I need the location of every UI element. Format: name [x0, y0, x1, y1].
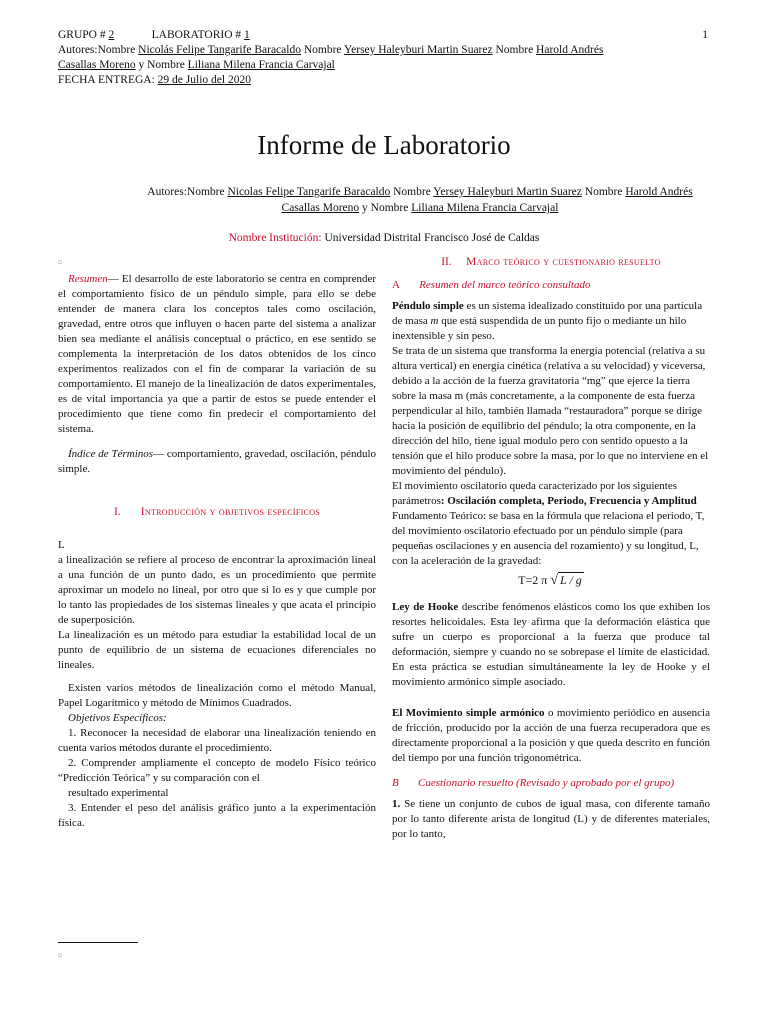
- abstract-label: Resumen: [68, 273, 108, 285]
- left-column: [58, 255, 376, 831]
- author-name: Nicolas Felipe Tangarife Baracaldo: [227, 186, 391, 198]
- pendulum-definition: Péndulo simple es un sistema idealizado constituido por una partícula de masa m que está suspendida de un punto fijo o mediante un hilo inextensible y sin peso.: [392, 300, 703, 342]
- author-name: Harold Andrés Casallas Moreno: [281, 186, 693, 214]
- simple-harmonic-motion: El Movimiento simple armónico o movimiento periódico en ausencia de fricción, producido por la acción de una fuerza recuperadora que es directamente proporcional a la posición y que queda descrito en función del tiempo por una función trigonométrica.: [392, 707, 710, 764]
- footnote-separator: [58, 942, 138, 943]
- author-name: Yersey Haleyburi Martin Suarez: [343, 44, 493, 56]
- drop-cap: L: [58, 539, 65, 551]
- page-number: 1: [702, 29, 708, 41]
- pendulum-paragraph-2: Se trata de un sistema que transforma la energía potencial (relativa a su altura vertical) en energía cinética (relativa a su velocidad) y viceversa, debido a la acción de la fuerza gravitatoria “mg” que ejerce la tierra sobre la masa m (más concretamente, a la componente de esta fuerza perpendicular al hilo, también llamada “restauradora” porque se dirige hacia la posición de equilibrio del péndulo; la otra componente, en la dirección del hilo, tiene igual modulo pero con sentido opuesto a la tensión que el hilo produce sobre la masa, por lo que no interviene en el movimiento del péndulo).: [392, 345, 709, 477]
- subsection-a-heading: A Resumen del marco teórico consultado: [392, 279, 591, 291]
- authors-block: Autores:Nombre Nicolas Felipe Tangarife Baracaldo Nombre Yersey Haleyburi Martin Suarez Nombre Harold Andrés Casallas Moreno y Nombre Liliana Milena Francia Carvajal: [147, 186, 693, 214]
- header-authors-line-2: Casallas Moreno y Nombre Liliana Milena Francia Carvajal: [58, 59, 335, 71]
- document-header: [58, 28, 718, 88]
- objective-2-cont: resultado experimental: [68, 787, 169, 799]
- group-number: 2: [108, 29, 115, 41]
- intro-paragraph-3: Existen varios métodos de linealización como el método Manual, Papel Logarítmico y método de Mínimos Cuadrados.: [58, 682, 376, 709]
- intro-paragraph-2: La linealización es un método para estudiar la estabilidad local de un punto de equilibrio de un sistema de ecuaciones diferenciales no lineales.: [58, 629, 376, 671]
- objective-2: 2. Comprender ampliamente el concepto de modelo Físico teórico “Predicción Teórica” y su comparación con el: [58, 757, 376, 784]
- author-name: Yersey Haleyburi Martin Suarez: [433, 186, 582, 198]
- right-column: [392, 255, 710, 842]
- abstract: Resumen— El desarrollo de este laboratorio se centra en comprender el comportamiento físico de un péndulo simple, para ello se debe entender de manera clara los conceptos tales como oscilación, gravedad, entre otros que influyen o hacen parte del sistema a analizar bien sea mediante el análisis conceptual o práctico, en ese sentido se complementa la interpretación de los datos obtenidos de los cinco experimentos realizados con el fin de comparar la variación de su comportamiento. El manejo de la linealización de datos experimentales, es de vital importancia ya que a partir de estos se puede entender el procedimiento que tiene como fin predecir el comportamiento del sistema.: [58, 273, 376, 435]
- objectives-label: Objetivos Específicos:: [68, 712, 167, 724]
- subsection-b-heading: B Cuestionario resuelto (Revisado y aprobado por el grupo): [392, 777, 675, 789]
- pendulum-parameters: El movimiento oscilatorio queda caracterizado por los siguientes parámetros: Oscilación completa, Periodo, Frecuencia y Amplitud: [392, 480, 697, 507]
- intro-paragraph-1: a linealización se refiere al proceso de encontrar la aproximación lineal a una función de un punto dado, es un procedimiento que permite aproximar un modelo no lineal, por otro que si lo es y que cumple por lo tanto las propiedades de los sistemas lineales y que acata el principio de superposición.: [58, 554, 376, 626]
- delivery-date: 29 de Julio del 2020: [157, 74, 251, 86]
- question-1: 1. Se tiene un conjunto de cubos de igual masa, con diferente tamaño por lo tanto diferente arista de longitud (L) y de diferentes materiales, por lo tanto,: [392, 798, 710, 840]
- institution-line: [0, 231, 768, 246]
- period-formula: T=2 π √ L / g: [518, 573, 582, 588]
- header-date-line: FECHA ENTREGA: 29 de Julio del 2020: [58, 74, 251, 86]
- author-name: Nicolás Felipe Tangarife Baracaldo: [138, 44, 301, 56]
- theoretical-basis: Fundamento Teórico: se basa en la fórmula que relaciona el periodo, T, del movimiento oscilatorio efectuado por un péndulo simple (para pequeñas oscilaciones y en ausencia del rozamiento) y su longitud, L, con la aceleración de la gravedad:: [392, 510, 705, 567]
- section-heading-theory: II. Marco teórico y cuestionario resuelto: [441, 256, 661, 268]
- author-name: Harold Andrés: [536, 44, 604, 56]
- header-authors-line-1: Autores:Nombre Nicolás Felipe Tangarife Baracaldo Nombre Yersey Haleyburi Martin Suarez Nombre Harold Andrés: [58, 44, 604, 56]
- sqrt-symbol: √: [550, 573, 559, 588]
- page-title: Informe de Laboratorio: [257, 130, 511, 160]
- hooke-law: Ley de Hooke describe fenómenos elásticos como los que exhiben los resortes helicoidales. Esta ley afirma que la deformación elástica que sufre un cuerpo es proporcional a la fuerza que produce tal deformación, siempre y cuando no se sobrepase el límite de elasticidad. En esta práctica se estudian simultáneamente la ley de Hooke y el movimiento armónico simple asociado.: [392, 601, 711, 688]
- author-name: Casallas Moreno: [58, 59, 136, 71]
- objective-1: 1. Reconocer la necesidad de elaborar una linealización teniendo en cuenta varios métodos durante el procedimiento.: [58, 727, 376, 754]
- author-name: Liliana Milena Francia Carvajal: [187, 59, 335, 71]
- paragraph-mark: ¤: [58, 258, 62, 267]
- header-group-line: GRUPO # 2 LABORATORIO # 1: [58, 29, 250, 41]
- institution-label: Nombre Institución:: [228, 232, 325, 244]
- objective-3: 3. Entender el peso del análisis gráfico junto a la experimentación física.: [58, 802, 376, 829]
- author-name: Liliana Milena Francia Carvajal: [411, 202, 559, 214]
- footnote-mark: ¤: [58, 951, 62, 960]
- index-terms: Índice de Términos— comportamiento, gravedad, oscilación, péndulo simple.: [58, 448, 376, 475]
- section-heading-intro: I. Introducción y objetivos específicos: [113, 506, 321, 518]
- institution-name: Universidad Distrital Francisco José de Caldas: [324, 232, 540, 244]
- index-terms-label: Índice de Términos: [68, 448, 154, 460]
- lab-number: 1: [244, 29, 250, 41]
